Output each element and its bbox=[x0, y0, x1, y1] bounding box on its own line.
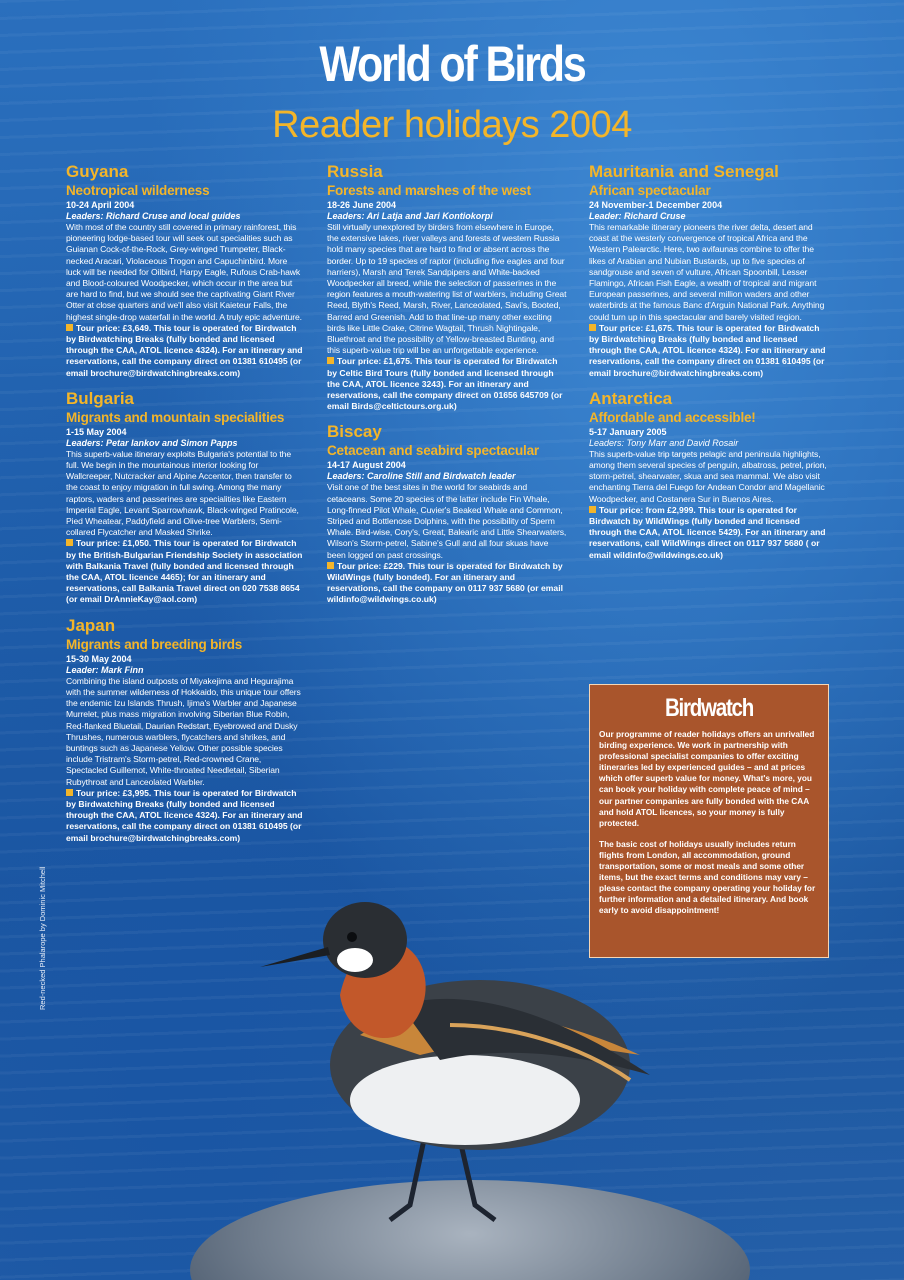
region-heading: Guyana bbox=[66, 162, 129, 181]
tour-price-info bbox=[66, 788, 304, 844]
tour-dates: 15-30 May 2004 bbox=[66, 653, 132, 664]
bullet-icon bbox=[327, 357, 334, 364]
tour-price-text: Tour price: £3,649. This tour is operated for Birdwatch by Birdwatching Breaks (fully bonded and licensed through the CAA, ATOL licence 4324). For an itinerary and reservations, call the company direct on 01381 610495 (or email brochure@birdwatchingbreaks.com) bbox=[66, 322, 303, 378]
tour-price-info bbox=[327, 561, 567, 606]
tour-price-text: Tour price: £229. This tour is operated for Birdwatch by WildWings (fully bonded). For an itinerary and reservations, call the company on 0117 937 5680 (or email wildinfo@wildwings.co.uk) bbox=[327, 560, 563, 605]
tour-price-info bbox=[66, 323, 304, 379]
tour-leaders: Leader: Richard Cruse bbox=[589, 211, 686, 221]
tour-description: Combining the island outposts of Miyakejima and Hegurajima with the summer wilderness of Hokkaido, this unique tour offers the endemic Izu Islands Thrush, Ijima's Warbler and Japanese Murrelet, plus mass migration involving Siberian Blue Robin, Red-flanked Bluetail, Daurian Redstart, Eyebrowed and Dusky Thrushes, numerous warblers, flycatchers and shrikes, and buntings such as Japanese Yellow. Other possible species include Tristram's Storm-petrel, Red-crowned Crane, Spectacled Guillemot, White-throated Needletail, Siberian Rubythroat and Lanceolated Warbler. bbox=[66, 675, 301, 787]
region-heading: Antarctica bbox=[589, 388, 673, 408]
photo-credit: Red-necked Phalarope by Dominic Mitchell bbox=[38, 866, 47, 1010]
bullet-icon bbox=[589, 324, 596, 331]
tour-description: This remarkable itinerary pioneers the river delta, desert and coast at the westerly convergence of tropical Africa and the Western Palearctic. Here, two avifaunas combine to offer the likes of Arabian and Nubian Bustards, up to five species of sandgrouse and seven of vulture, African Spoonbill, Lesser Flamingo, African Fish Eagle, a wealth of tropical and migrant European passerines, and several million waders and other waterbirds at the famous Banc d'Arguin National Park. Anything could turn up in this spectacular and barely visited region. bbox=[589, 222, 825, 322]
tour-dates: 5-17 January 2005 bbox=[589, 426, 667, 437]
tour-description: Still virtually unexplored by birders from elsewhere in Europe, the extensive lakes, river valleys and forests of western Russia hold many species that are hard to find or absent across the border. Up to 19 species of raptor (including five eagles and four harriers), Marsh and Terek Sandpipers and White-backed Woodpecker all breed, while the selection of passerines in the region features a mouth-watering list of warblers, including Great Reed, Blyth's Reed, Marsh, River, Lanceolated, Savi's, Booted, Barred and Greenish. Add to that line-up many other exciting birds like Little Crake, Citrine Wagtail, Thrush Nightingale, Bluethroat and the possibility of Yellow-breasted Bunting, and this superb-value trip will be an unforgettable experience. bbox=[327, 222, 567, 356]
tour-dates: 18-26 June 2004 bbox=[327, 200, 397, 210]
region-heading: Russia bbox=[327, 162, 383, 181]
tour-leaders: Leaders: Ari Latja and Jari Kontiokorpi bbox=[327, 211, 493, 221]
tour-headline: Migrants and mountain specialities bbox=[66, 409, 285, 425]
tour-mauritania bbox=[589, 162, 829, 379]
tour-description: Visit one of the best sites in the world for seabirds and cetaceans. Some 20 species of the latter include Fin Whale, Long-finned Pilot Whale, Cuvier's Beaked Whale and Common, Striped and Bottlenose Dolphins, with the possibility of Sperm Whale. Bird-wise, Cory's, Great, Balearic and Little Shearwaters, Wilson's Storm-petrel, Sabine's Gull and all four skuas have been logged on past crossings. bbox=[327, 482, 567, 560]
birdwatch-info-box bbox=[589, 684, 829, 958]
tour-price-info bbox=[589, 323, 829, 379]
tour-price-info bbox=[589, 505, 829, 561]
page-subtitle: Reader holidays 2004 bbox=[272, 104, 632, 146]
column-right bbox=[589, 162, 829, 571]
tour-dates: 1-15 May 2004 bbox=[66, 426, 127, 437]
bullet-icon bbox=[66, 324, 73, 331]
tour-dates: 14-17 August 2004 bbox=[327, 460, 406, 471]
tour-antarctica bbox=[589, 389, 829, 561]
region-heading: Mauritania and Senegal bbox=[589, 162, 779, 181]
tour-biscay bbox=[327, 422, 567, 605]
tour-price-text: Tour price: £3,995. This tour is operated for Birdwatch by Birdwatching Breaks (fully bonded and licensed through the CAA, ATOL licence 4324). For an itinerary and reservations, call the company direct on 01381 610495 (or email brochure@birdwatchingbreaks.com) bbox=[66, 787, 303, 843]
column-middle bbox=[327, 162, 567, 616]
tour-price-info bbox=[66, 538, 304, 605]
tour-headline: African spectacular bbox=[589, 183, 711, 198]
tour-headline: Neotropical wilderness bbox=[66, 183, 210, 198]
tour-headline: Migrants and breeding birds bbox=[66, 636, 243, 652]
birdwatch-paragraph-2: The basic cost of holidays usually includes return flights from London, all accommodation, ground transportation, some or most meals and some other items, but the exact terms and conditions may vary – please contact the company operating your holiday for further information and a detailed itinerary. And book early to avoid disappointment! bbox=[599, 838, 816, 916]
tour-leaders: Leader: Mark Finn bbox=[66, 664, 144, 675]
page-title: World of Birds bbox=[319, 36, 585, 92]
bullet-icon bbox=[66, 539, 73, 546]
tour-leaders: Leaders: Richard Cruse and local guides bbox=[66, 211, 241, 221]
bullet-icon bbox=[589, 506, 596, 513]
tour-description: This superb-value itinerary exploits Bulgaria's potential to the full. We begin in the mountainous interior looking for Wallcreeper, Nutcracker and Alpine Accentor, then transfer to the coast to enjoy migration in full swing. Among the many raptors, waders and passerines are specialities like Eastern Imperial Eagle, Levant Sparrowhawk, Black-winged Pratincole, Pied Wheatear, Paddyfield and Olive-tree Warblers, Semi-collared Flycatcher and Masked Shrike. bbox=[66, 448, 299, 538]
bullet-icon bbox=[327, 562, 334, 569]
tour-japan bbox=[66, 616, 304, 844]
tour-leaders: Leaders: Tony Marr and David Rosair bbox=[589, 437, 739, 448]
tour-headline: Cetacean and seabird spectacular bbox=[327, 443, 539, 459]
tour-price-text: Tour price: £1,675. This tour is operated for Birdwatch by Birdwatching Breaks (fully bonded and licensed through the CAA, ATOL licence 4324). For an itinerary and reservations, call the company direct on 01381 610495 (or email brochure@birdwatchingbreaks.com) bbox=[589, 322, 826, 378]
birdwatch-logo: Birdwatch bbox=[664, 694, 754, 722]
tour-price-info bbox=[327, 356, 567, 412]
birdwatch-paragraph-1: Our programme of reader holidays offers an unrivalled birding experience. We work in partnership with professional specialist companies to offer exciting itineraries led by experienced guides – and at prices which offer superb value for money. What's more, you can book your holiday with complete peace of mind – our partner companies are fully bonded with the CAA and hold ATOL licences, so your money is fully protected. bbox=[599, 729, 815, 828]
region-heading: Bulgaria bbox=[66, 388, 135, 408]
region-heading: Biscay bbox=[327, 422, 382, 442]
bullet-icon bbox=[66, 789, 73, 796]
tour-headline: Forests and marshes of the west bbox=[327, 183, 531, 198]
tour-leaders: Leaders: Petar Iankov and Simon Papps bbox=[66, 437, 238, 448]
tour-bulgaria bbox=[66, 389, 304, 606]
tour-headline: Affordable and accessible! bbox=[589, 409, 756, 425]
tour-price-text: Tour price: from £2,999. This tour is operated for Birdwatch by WildWings (fully bonded and licensed through the CAA, ATOL licence 5429). For an itinerary and reservations, call WildWings direct on 0117 937 5680 ( or email wildinfo@wildwings.co.uk) bbox=[589, 504, 826, 560]
tour-guyana bbox=[66, 162, 304, 379]
column-left bbox=[66, 162, 304, 854]
tour-description: With most of the country still covered in primary rainforest, this pioneering lodge-based tour will seek out specialities such as Guianan Cock-of-the-Rock, Grey-winged Trumpeter, Black-necked Aracari, Violaceous Trogon and Capuchinbird. More luck will be needed for Oilbird, Harpy Eagle, Rufous Crab-hawk and Blood-coloured Woodpecker, which occur in the area but are hard to find, but we should see the captivating Giant River Otter at close quarters and we'll also visit Kaieteur Falls, the highest single-drop waterfall in the world. A truly epic adventure. bbox=[66, 222, 302, 322]
tour-price-text: Tour price: £1,675. This tour is operated for Birdwatch by Celtic Bird Tours (fully bonded and licensed through the CAA, ATOL licence 3243). For an itinerary and reservations, call the company direct on 01656 645709 (or email Birds@celtictours.org.uk) bbox=[327, 356, 563, 412]
tour-dates: 24 November-1 December 2004 bbox=[589, 200, 723, 210]
tour-description: This superb-value trip targets pelagic and peninsula highlights, among them several species of penguin, albatross, petrel, prion, storm-petrel, shearwater, skua and sea mammal. We also visit enchanting Tierra del Fuego for Andean Condor and Magellanic Woodpecker, and Costanera Sur in Buenos Aires. bbox=[589, 448, 827, 504]
region-heading: Japan bbox=[66, 615, 116, 635]
tour-russia bbox=[327, 162, 567, 412]
tour-leaders: Leaders: Caroline Still and Birdwatch leader bbox=[327, 471, 516, 482]
tour-price-text: Tour price: £1,050. This tour is operated for Birdwatch by the British-Bulgarian Friendship Society in association with Balkania Travel (fully bonded and licensed through the CAA, ATOL licence 4465); for an itinerary and reservations, call Balkania Travel direct on 020 7538 8654 (or email DrAnnieKay@aol.com) bbox=[66, 538, 303, 605]
tour-dates: 10-24 April 2004 bbox=[66, 200, 135, 210]
